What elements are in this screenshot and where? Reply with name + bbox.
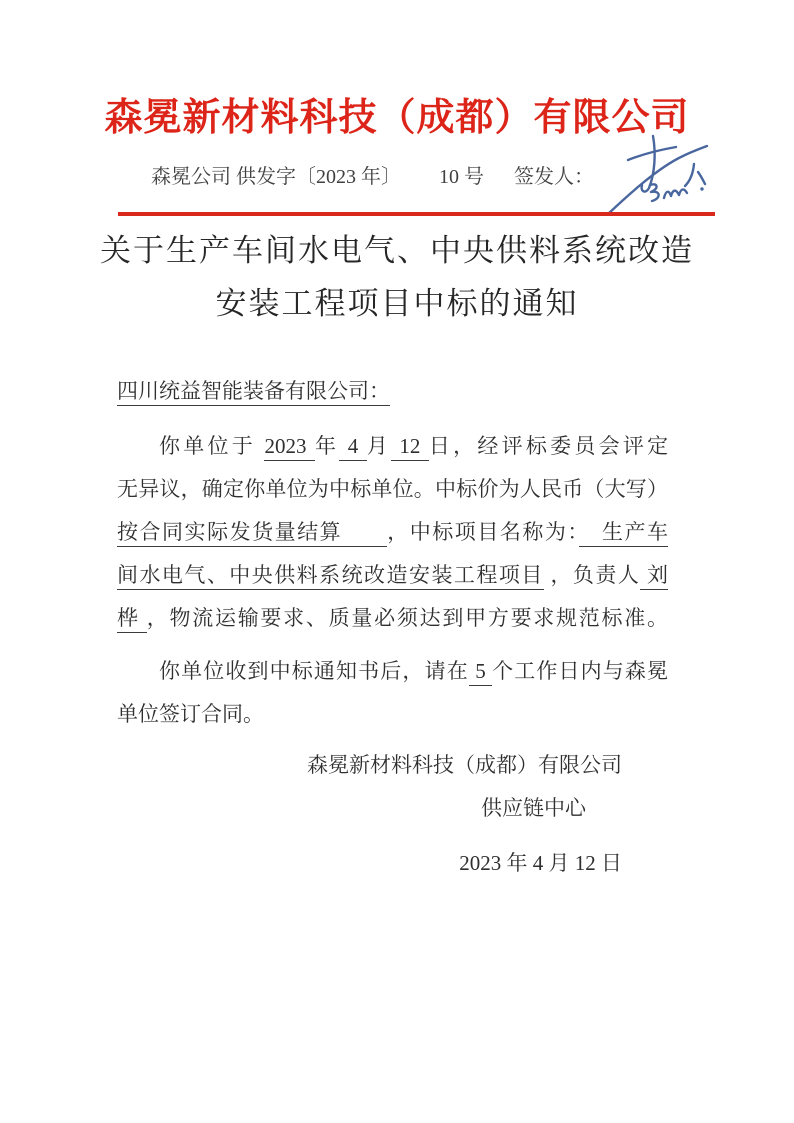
addressee-line: [117, 370, 668, 413]
underlined-fill-in: 5: [469, 659, 492, 686]
footer-date: 2023 年 4 月 12 日: [459, 851, 622, 875]
letter-body: [117, 370, 668, 736]
body-text: 你单位于: [159, 434, 265, 458]
text-line: [117, 468, 668, 511]
body-text: 年: [314, 434, 340, 458]
body-text: 月: [366, 434, 391, 458]
body-text: 你单位收到中标通知书后，请在: [159, 659, 469, 683]
signature-block: [307, 744, 622, 885]
underlined-fill-in: 12: [391, 434, 429, 461]
text-line: [117, 597, 668, 640]
text-line: [117, 650, 668, 693]
document-reference-line: [151, 162, 594, 192]
doc-ref-prefix: 森冕公司 供发字〔2023 年〕: [151, 166, 401, 188]
underlined-fill-in: 桦: [117, 606, 147, 633]
body-text: ，中标项目名称为：: [387, 520, 580, 544]
body-text: 无异议，确定你单位为中标单位。中标价为人民币（大写）: [117, 477, 668, 501]
text-line: [117, 554, 668, 597]
text-line: [117, 511, 668, 554]
issuer-signature-icon: [595, 128, 723, 220]
doc-number: 10 号: [439, 166, 484, 188]
underlined-fill-in: 间水电气、中央供料系统改造安装工程项目: [117, 563, 544, 590]
issuer-label: 签发人：: [514, 166, 594, 188]
body-text: 个工作日内与森冕: [492, 659, 669, 683]
text-line: [117, 425, 668, 468]
underlined-fill-in: 生产车: [579, 520, 668, 547]
paragraph-1: [117, 425, 668, 640]
notice-title-line2: 安装工程项目中标的通知: [215, 286, 579, 321]
red-divider-rule: [118, 212, 715, 216]
addressee-company: 四川统益智能装备有限公司：: [117, 379, 390, 406]
footer-company: 森冕新材料科技（成都）有限公司: [307, 753, 622, 777]
underlined-fill-in: 按合同实际发货量结算: [117, 520, 387, 547]
body-text: ，物流运输要求、质量必须达到甲方要求规范标准。: [146, 606, 669, 630]
notice-title-line1: 关于生产车间水电气、中央供料系统改造: [100, 233, 694, 268]
paragraph-2: [117, 650, 668, 736]
body-text: 单位签订合同。: [117, 702, 264, 726]
body-text: ，负责人: [543, 563, 641, 587]
underlined-fill-in: 4: [339, 434, 366, 461]
body-text: 日，经评标委员会评定: [428, 434, 669, 458]
notice-title: [0, 224, 794, 330]
letterhead-company-title: 森冕新材料科技（成都）有限公司: [104, 97, 690, 139]
underlined-fill-in: 刘: [640, 563, 668, 590]
footer-department: 供应链中心: [481, 796, 586, 820]
underlined-fill-in: 2023: [264, 434, 315, 461]
text-line: [117, 693, 668, 736]
